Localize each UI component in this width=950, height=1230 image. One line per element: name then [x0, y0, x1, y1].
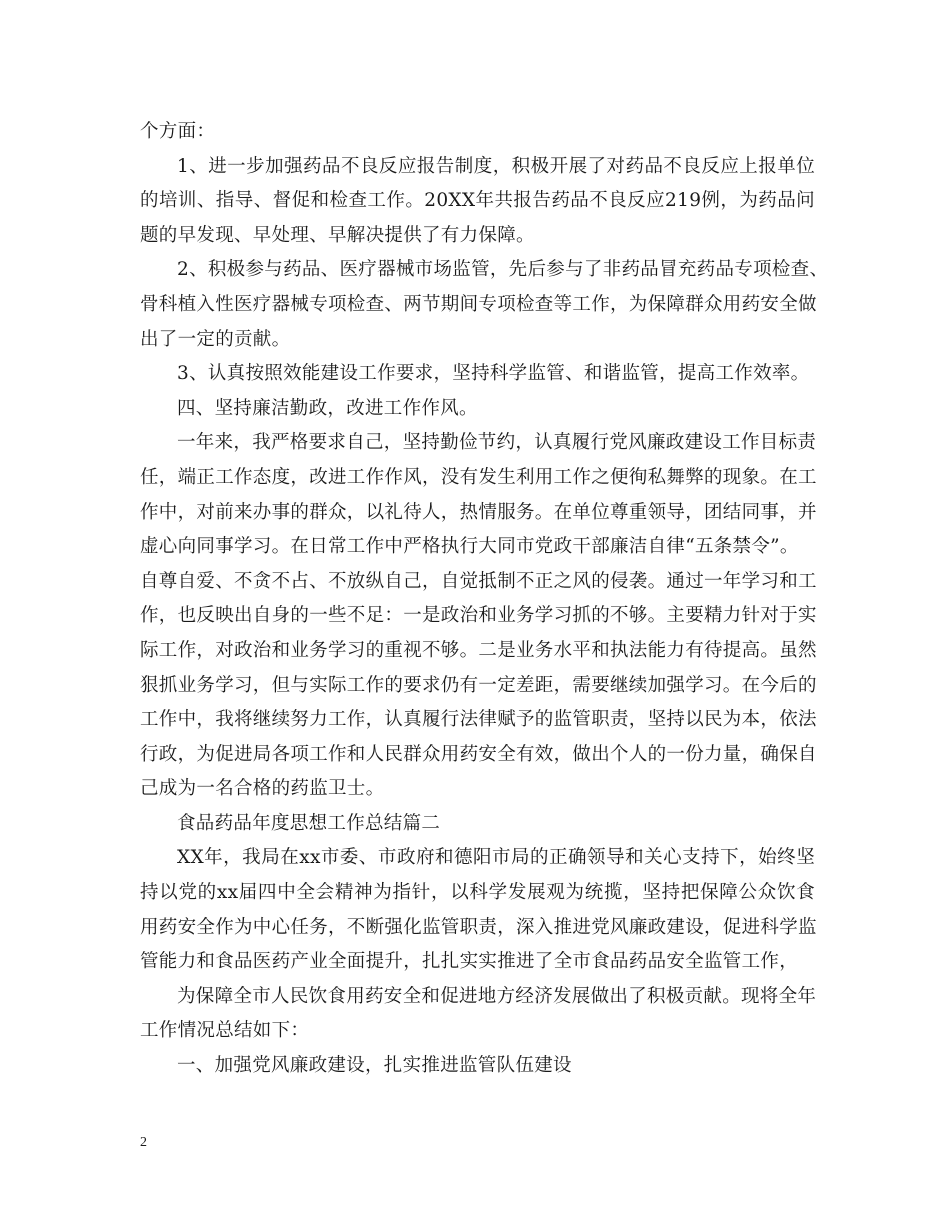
text-line: 3、认真按照效能建设工作要求，坚持科学监管、和谐监管，提高工作效率。: [177, 363, 810, 385]
page-number: 2: [140, 1135, 147, 1150]
text-line: 用药安全作为中心任务，不断强化监管职责，深入推进党风廉政建设，促进科学监: [140, 916, 817, 938]
text-line: XX年，我局在xx市委、市政府和德阳市局的正确领导和关心支持下，始终坚: [177, 847, 815, 869]
text-line: 持以党的xx届四中全会精神为指针，以科学发展观为统揽，坚持把保障公众饮食: [140, 882, 815, 904]
text-line: 行政，为促进局各项工作和人民群众用药安全有效，做出个人的一份力量，确保自: [140, 743, 817, 765]
text-line: 作中，对前来办事的群众，以礼待人，热情服务。在单位尊重领导，团结同事，并: [140, 501, 817, 523]
text-line: 虚心向同事学习。在日常工作中严格执行大同市党政干部廉洁自律“五条禁令”。: [140, 536, 799, 558]
text-line: 为保障全市人民饮食用药安全和促进地方经济发展做出了积极贡献。现将全年: [177, 985, 817, 1007]
text-line: 工作情况总结如下：: [140, 1020, 310, 1042]
text-line: 个方面：: [140, 121, 216, 142]
text-line: 骨科植入性医疗器械专项检查、两节期间专项检查等工作，为保障群众用药安全做: [140, 293, 817, 315]
text-line: 的培训、指导、督促和检查工作。20XX年共报告药品不良反应219例，为药品问: [140, 190, 815, 212]
text-line: 己成为一名合格的药监卫士。: [140, 778, 385, 800]
text-line: 题的早发现、早处理、早解决提供了有力保障。: [140, 224, 535, 246]
text-line: 狠抓业务学习，但与实际工作的要求仍有一定差距，需要继续加强学习。在今后的: [140, 674, 817, 696]
text-line: 一年来，我严格要求自己，坚持勤俭节约，认真履行党风廉政建设工作目标责: [177, 432, 817, 454]
section-title: 食品药品年度思想工作总结篇二: [177, 812, 441, 834]
text-line: 工作中，我将继续努力工作，认真履行法律赋予的监管职责，坚持以民为本，依法: [140, 709, 817, 731]
section-heading: 一、加强党风廉政建设，扎实推进监管队伍建设: [177, 1055, 572, 1077]
text-line: 1、进一步加强药品不良反应报告制度，积极开展了对药品不良反应上报单位: [177, 155, 815, 177]
text-line: 任，端正工作态度，改进工作作风，没有发生利用工作之便徇私舞弊的现象。在工: [140, 466, 817, 488]
text-line: 2、积极参与药品、医疗器械市场监管，先后参与了非药品冒充药品专项检查、: [177, 259, 829, 281]
text-line: 管能力和食品医药产业全面提升，扎扎实实推进了全市食品药品安全监管工作，: [140, 951, 799, 973]
text-line: 际工作，对政治和业务学习的重视不够。二是业务水平和执法能力有待提高。虽然: [140, 639, 817, 661]
text-line: 自尊自爱、不贪不占、不放纵自己，自觉抵制不正之风的侵袭。通过一年学习和工: [140, 570, 817, 592]
text-line: 作，也反映出自身的一些不足：一是政治和业务学习抓的不够。主要精力针对于实: [140, 605, 817, 627]
section-heading: 四、坚持廉洁勤政，改进工作作风。: [177, 397, 478, 419]
text-line: 出了一定的贡献。: [140, 328, 291, 350]
document-body: [140, 115, 829, 1084]
